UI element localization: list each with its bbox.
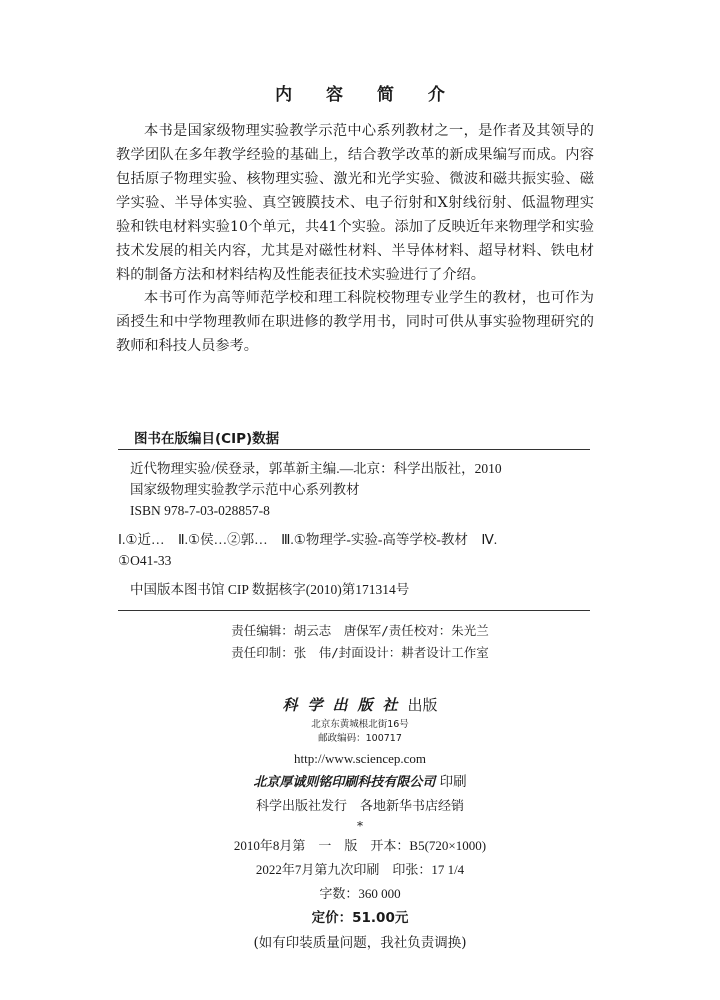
cip-top-divider (118, 449, 590, 450)
publisher-postcode: 邮政编码：100717 (318, 733, 402, 744)
publisher-line (0, 692, 720, 718)
cip-block (118, 458, 590, 600)
intro-paragraph-1: 本书是国家级物理实验教学示范中心系列教材之一，是作者及其领导的教学团队在多年教学经验的基础上，结合教学改革的新成果编写而成。内容包括原子物理实验、核物理实验、激光和光学实验、微波和磁共振实验、磁学实验、半导体实验、真空镀膜技术、电子衍射和X射线衍射、低温物理实验和铁电材料实验10个单元，共41个实验。添加了反映近年来物理学和实验技术发展的相关内容，尤其是对磁性材料、半导体材料、超导材料、铁电材料的制备方法和材料结构及性能表征技术实验进行了介绍。 (116, 123, 594, 283)
publisher-suffix: 出版 (407, 696, 438, 714)
cip-line-record: 中国版本图书馆 CIP 数据核字(2010)第171314号 (130, 582, 410, 597)
page-title: 内 容 简 介 (275, 85, 459, 105)
intro-paragraph-2: 本书可作为高等师范学校和理工科院校物理专业学生的教材，也可作为函授生和中学物理教师在职进修的教学用书，同时可供从事实验物理研究的教师和科技人员参考。 (116, 290, 594, 354)
printer-suffix: 印刷 (439, 774, 467, 790)
word-count: 字数：360 000 (319, 886, 401, 901)
publisher-url: http://www.sciencep.com (293, 751, 426, 766)
credits-editors: 责任编辑：胡云志 唐保军/责任校对：朱光兰 (231, 623, 489, 638)
cip-line-title: 近代物理实验/侯登录，郭革新主编.—北京：科学出版社，2010 (130, 461, 502, 476)
separator-star: * (357, 819, 363, 833)
printing-line: 2022年7月第九次印刷 印张：17 1/4 (255, 862, 465, 877)
cip-bottom-divider (118, 610, 590, 611)
printer-line (0, 770, 720, 794)
edition-line: 2010年8月第 一 版 开本：B5(720×1000) (233, 838, 487, 853)
printer-name: 北京厚诚则铭印刷科技有限公司 (253, 775, 436, 790)
cip-heading: 图书在版编目(CIP)数据 (134, 431, 280, 447)
cip-line-series: 国家级物理实验教学示范中心系列教材 (130, 482, 360, 497)
imprint-block (0, 692, 720, 955)
distribution-line: 科学出版社发行 各地新华书店经销 (255, 798, 464, 813)
cip-line-classification: Ⅰ.①近… Ⅱ.①侯…②郭… Ⅲ.①物理学-实验-高等学校-教材 Ⅳ. (118, 532, 498, 547)
price: 定价：51.00元 (311, 910, 409, 926)
cip-line-isbn: ISBN 978-7-03-028857-8 (130, 503, 270, 518)
publisher-address: 北京东黄城根北街16号 (311, 719, 409, 730)
credits-block (0, 620, 720, 664)
cip-line-call-number: ①O41-33 (118, 553, 172, 568)
quality-notice: (如有印装质量问题，我社负责调换) (253, 935, 467, 951)
credits-production: 责任印制：张 伟/封面设计：耕者设计工作室 (231, 645, 489, 660)
publisher-name: 科学出版社 (282, 696, 408, 714)
